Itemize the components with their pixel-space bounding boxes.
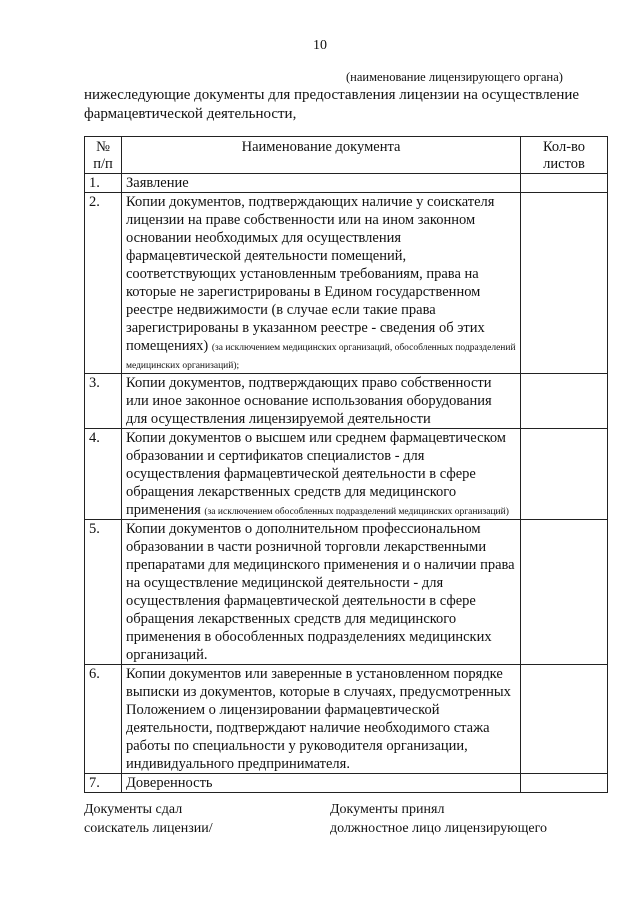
row-document-text: Заявление — [126, 175, 189, 191]
table-row — [85, 774, 608, 793]
row-number: 3. — [85, 374, 122, 429]
row-document-text: Копии документов, подтверждающих наличие у соискателя лицензии на праве собственности или на ином законном основании необходимых для осуществления фармацевтической деятельности помещений, соответствующих установленным требованиям, права на которые не зарегистрированы в Едином государственном реестре недвижимости (в случае если такие права зарегистрированы в указанном реестре - сведения об этих помещениях) — [126, 194, 495, 354]
row-sheet-count[interactable] — [521, 429, 608, 520]
row-number: 4. — [85, 429, 122, 520]
row-document-text: Копии документов, подтверждающих право собственности или иное законное основание использования оборудования для осуществления лицензируемой деятельности — [126, 375, 492, 427]
row-document-name — [122, 520, 521, 665]
org-caption: (наименование лицензирующего органа) — [346, 70, 563, 84]
row-document-name — [122, 174, 521, 193]
signature-accepted-line2: должностное лицо лицензирующего — [330, 821, 547, 836]
row-document-name — [122, 665, 521, 774]
signature-submitted-line2: соискатель лицензии/ — [84, 821, 213, 836]
intro-text: нижеследующие документы для предоставления лицензии на осуществление фармацевтической деятельности, — [84, 87, 580, 122]
table-row — [85, 174, 608, 193]
row-number: 6. — [85, 665, 122, 774]
signature-submitted-line1: Документы сдал — [84, 802, 183, 817]
row-sheet-count[interactable] — [521, 193, 608, 374]
row-document-name — [122, 429, 521, 520]
row-document-note: (за исключением медицинских организаций, обособленных подразделений медицинских организаций); — [126, 343, 516, 371]
documents-table — [84, 136, 608, 793]
row-document-text: Копии документов или заверенные в установленном порядке выписки из документов, которые в случаях, предусмотренных Положением о лицензировании фармацевтической деятельности, подтверждают наличие необходимого стажа работы по специальности у руководителя организации, индивидуального предпринимателя. — [126, 666, 511, 772]
row-document-text: Доверенность — [126, 775, 213, 791]
table-row — [85, 429, 608, 520]
page-number: 10 — [313, 38, 327, 53]
row-number: 7. — [85, 774, 122, 793]
row-sheet-count[interactable] — [521, 774, 608, 793]
table-row — [85, 665, 608, 774]
row-document-note: (за исключением обособленных подразделений медицинских организаций) — [204, 507, 509, 517]
row-document-name — [122, 774, 521, 793]
header-count: Кол-во листов — [521, 137, 608, 174]
row-document-text: Копии документов о дополнительном профессиональном образовании в части розничной торговли лекарственными препаратами для медицинского применения и о наличии права на осуществление медицинской деятельности - для осуществления фармацевтической деятельности в сфере обращения лекарственных средств для медицинского применения в обособленных подразделениях медицинских организаций. — [126, 521, 515, 663]
row-sheet-count[interactable] — [521, 520, 608, 665]
row-sheet-count[interactable] — [521, 374, 608, 429]
row-document-text: Копии документов о высшем или среднем фармацевтическом образовании и сертификатов специалистов - для осуществления фармацевтической деятельности в сфере обращения лекарственных средств для медицинского применения — [126, 430, 506, 518]
header-num: № п/п — [85, 137, 122, 174]
signature-accepted — [330, 800, 547, 838]
table-row — [85, 520, 608, 665]
table-row — [85, 374, 608, 429]
table-row — [85, 193, 608, 374]
row-document-name — [122, 193, 521, 374]
row-number: 1. — [85, 174, 122, 193]
row-number: 2. — [85, 193, 122, 374]
row-document-name — [122, 374, 521, 429]
signature-accepted-line1: Документы принял — [330, 802, 445, 817]
row-sheet-count[interactable] — [521, 174, 608, 193]
signature-submitted — [84, 800, 213, 838]
table-header-row — [85, 137, 608, 174]
row-number: 5. — [85, 520, 122, 665]
header-name: Наименование документа — [122, 137, 521, 174]
row-sheet-count[interactable] — [521, 665, 608, 774]
